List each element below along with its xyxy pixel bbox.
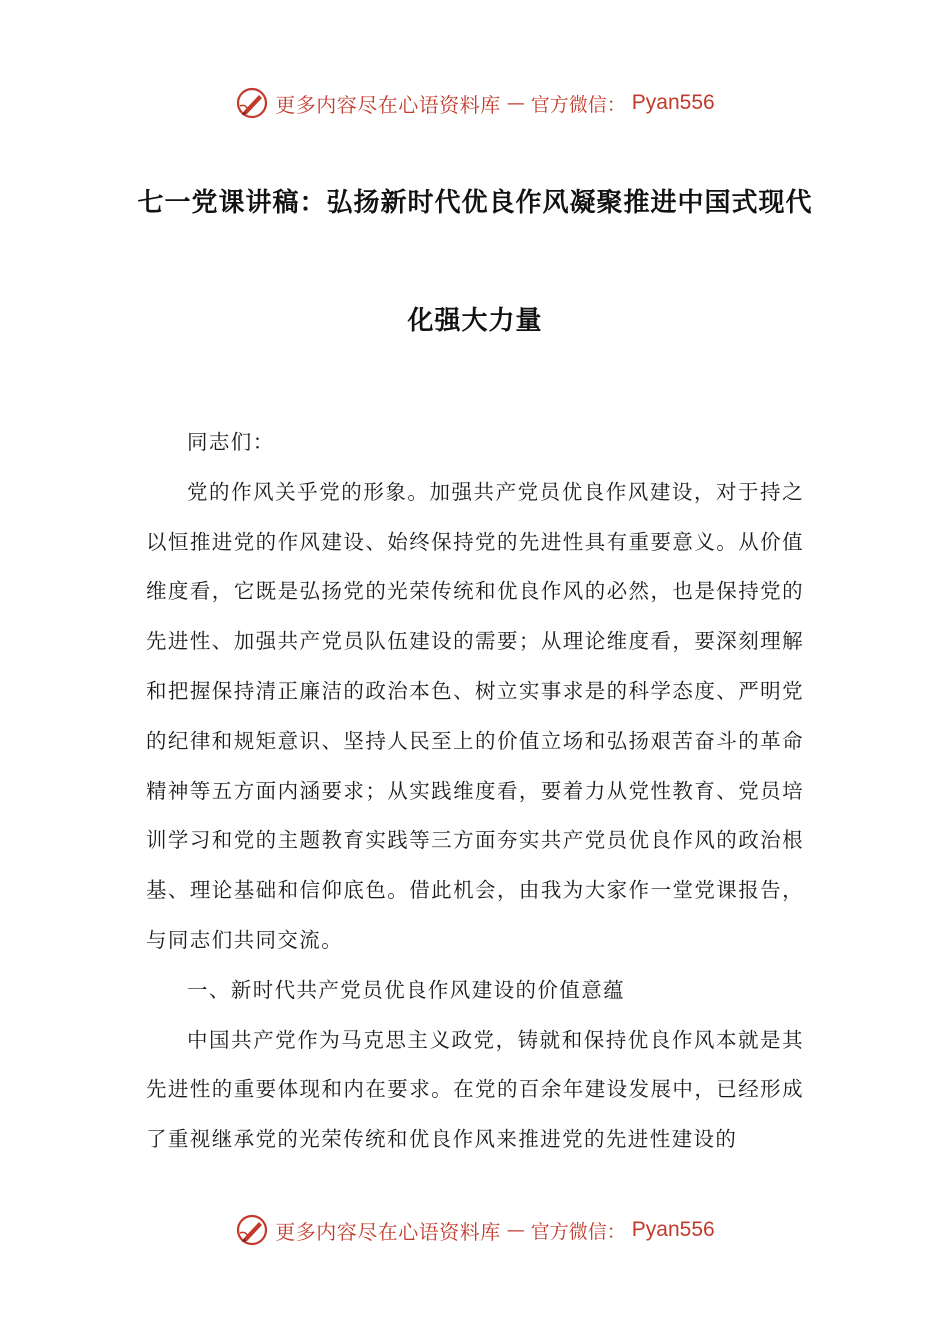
banner-wechat-id: Pyan556 bbox=[631, 91, 715, 114]
banner-separator: — bbox=[506, 1219, 525, 1241]
document-title-line-1: 七一党课讲稿：弘扬新时代优良作风凝聚推进中国式现代 bbox=[137, 188, 813, 218]
pen-logo-icon bbox=[235, 86, 269, 120]
banner-text: 更多内容尽在心语资料库 bbox=[275, 1219, 501, 1244]
body-paragraph: 中国共产党作为马克思主义政党，铸就和保持优良作风本就是其先进性的重要体现和内在要求。在党的百余年建设发展中，已经形成了重视继承党的光荣传统和优良作风来推进党的先进性建设的 bbox=[146, 1027, 804, 1152]
salutation-paragraph: 同志们： bbox=[187, 430, 275, 454]
pen-logo-icon bbox=[235, 1213, 269, 1247]
section-heading: 一、新时代共产党员优良作风建设的价值意蕴 bbox=[187, 977, 625, 1002]
banner-wechat-label: 官方微信： bbox=[530, 93, 626, 116]
header-banner bbox=[0, 83, 950, 123]
document-body bbox=[146, 418, 804, 1165]
footer-banner bbox=[0, 1210, 950, 1250]
banner-wechat-label: 官方微信： bbox=[530, 1220, 626, 1243]
banner-wechat-id: Pyan556 bbox=[631, 1218, 715, 1241]
document-title-line-2: 化强大力量 bbox=[407, 306, 543, 336]
banner-separator: — bbox=[506, 92, 525, 114]
body-paragraph: 党的作风关乎党的形象。加强共产党员优良作风建设，对于持之以恒推进党的作风建设、始终保持党的先进性具有重要意义。从价值维度看，它既是弘扬党的光荣传统和优良作风的必然，也是保持党的先进性、加强共产党员队伍建设的需要；从理论维度看，要深刻理解和把握保持清正廉洁的政治本色、树立实事求是的科学态度、严明党的纪律和规矩意识、坚持人民至上的价值立场和弘扬艰苦奋斗的革命精神等五方面内涵要求；从实践维度看，要着力从党性教育、党员培训学习和党的主题教育实践等三方面夯实共产党员优良作风的政治根基、理论基础和信仰底色。借此机会，由我为大家作一堂党课报告，与同志们共同交流。 bbox=[146, 479, 804, 952]
banner-text: 更多内容尽在心语资料库 bbox=[275, 92, 501, 117]
